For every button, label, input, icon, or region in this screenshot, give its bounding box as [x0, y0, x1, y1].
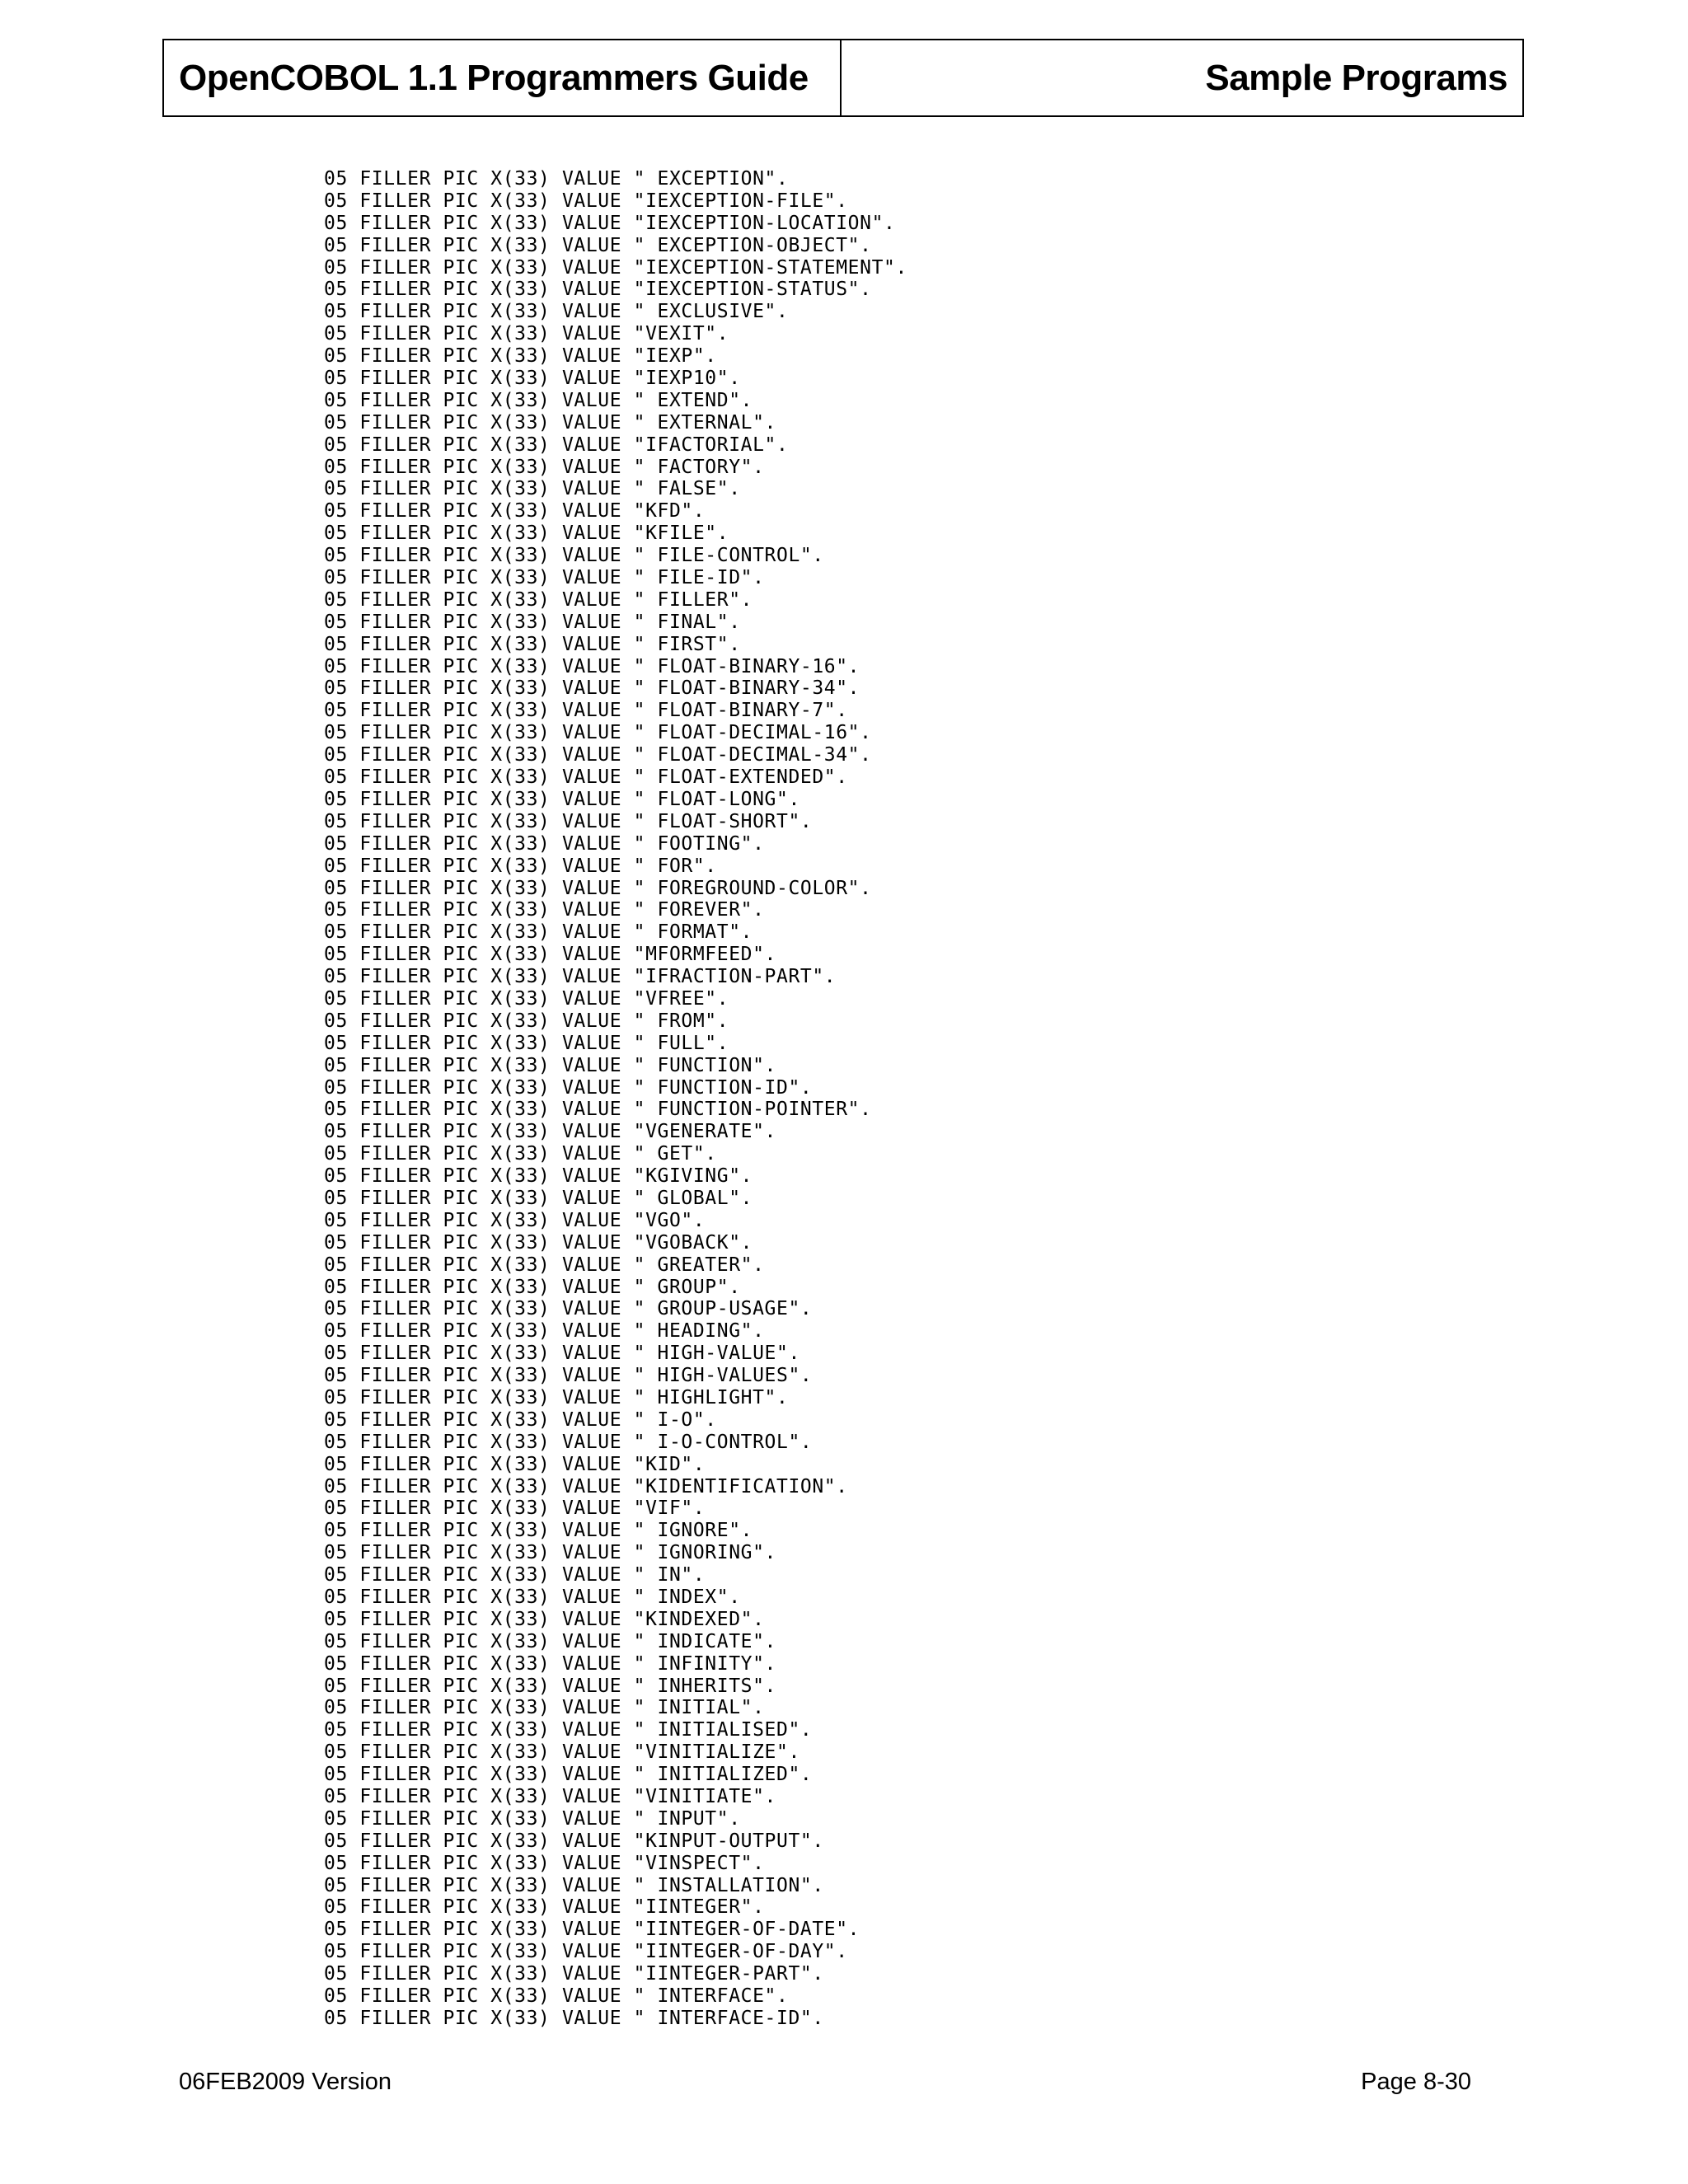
- code-line: 05 FILLER PIC X(33) VALUE "IEXCEPTION-FILE".: [324, 190, 848, 212]
- code-line: 05 FILLER PIC X(33) VALUE " HEADING".: [324, 1320, 765, 1343]
- code-line: 05 FILLER PIC X(33) VALUE " FOR".: [324, 855, 717, 877]
- code-line: 05 FILLER PIC X(33) VALUE " INITIALIZED".: [324, 1764, 813, 1786]
- code-line: 05 FILLER PIC X(33) VALUE " FILE-CONTROL".: [324, 545, 824, 567]
- page-header: [162, 39, 1524, 117]
- code-line: 05 FILLER PIC X(33) VALUE " HIGH-VALUES".: [324, 1365, 813, 1387]
- code-line: 05 FILLER PIC X(33) VALUE "VGO".: [324, 1209, 706, 1231]
- code-line: 05 FILLER PIC X(33) VALUE " FIRST".: [324, 633, 741, 655]
- code-line: 05 FILLER PIC X(33) VALUE " EXTERNAL".: [324, 411, 776, 434]
- code-line: 05 FILLER PIC X(33) VALUE " FLOAT-BINARY-16".: [324, 655, 860, 677]
- code-line: 05 FILLER PIC X(33) VALUE " IGNORE".: [324, 1520, 753, 1542]
- code-line: 05 FILLER PIC X(33) VALUE " FORMAT".: [324, 921, 753, 944]
- footer-version: 06FEB2009 Version: [179, 2069, 392, 2095]
- code-line: 05 FILLER PIC X(33) VALUE " FALSE".: [324, 478, 741, 500]
- code-line: 05 FILLER PIC X(33) VALUE " EXTEND".: [324, 389, 753, 411]
- code-line: 05 FILLER PIC X(33) VALUE " GROUP".: [324, 1276, 741, 1298]
- code-line: 05 FILLER PIC X(33) VALUE "IEXP".: [324, 345, 717, 368]
- code-line: 05 FILLER PIC X(33) VALUE "MFORMFEED".: [324, 944, 776, 966]
- code-listing: [324, 168, 907, 2030]
- code-line: 05 FILLER PIC X(33) VALUE "IINTEGER".: [324, 1896, 765, 1919]
- code-line: 05 FILLER PIC X(33) VALUE " FINAL".: [324, 611, 741, 633]
- code-line: 05 FILLER PIC X(33) VALUE "KINDEXED".: [324, 1608, 765, 1630]
- footer-page-number: Page 8-30: [1361, 2069, 1471, 2095]
- code-line: 05 FILLER PIC X(33) VALUE "IINTEGER-PART".: [324, 1963, 824, 1985]
- code-line: 05 FILLER PIC X(33) VALUE " FLOAT-BINARY-7".: [324, 700, 848, 722]
- document-title: OpenCOBOL 1.1 Programmers Guide: [164, 40, 842, 115]
- code-line: 05 FILLER PIC X(33) VALUE " EXCEPTION".: [324, 168, 789, 190]
- code-line: 05 FILLER PIC X(33) VALUE "IINTEGER-OF-DATE".: [324, 1919, 860, 1941]
- code-line: 05 FILLER PIC X(33) VALUE "VGOBACK".: [324, 1231, 753, 1254]
- code-line: 05 FILLER PIC X(33) VALUE "IEXCEPTION-LOCATION".: [324, 212, 896, 234]
- code-line: 05 FILLER PIC X(33) VALUE " FILLER".: [324, 588, 753, 611]
- code-line: 05 FILLER PIC X(33) VALUE "KIDENTIFICATION".: [324, 1475, 848, 1497]
- code-line: 05 FILLER PIC X(33) VALUE " FLOAT-DECIMAL-34".: [324, 744, 872, 766]
- code-line: 05 FILLER PIC X(33) VALUE "IEXP10".: [324, 368, 741, 390]
- code-line: 05 FILLER PIC X(33) VALUE " HIGHLIGHT".: [324, 1386, 789, 1408]
- code-line: 05 FILLER PIC X(33) VALUE " EXCEPTION-OBJECT".: [324, 234, 872, 256]
- code-line: 05 FILLER PIC X(33) VALUE " INDEX".: [324, 1586, 741, 1608]
- code-line: 05 FILLER PIC X(33) VALUE " FOREGROUND-COLOR".: [324, 877, 872, 899]
- code-line: 05 FILLER PIC X(33) VALUE "KFILE".: [324, 523, 729, 545]
- code-line: 05 FILLER PIC X(33) VALUE "VEXIT".: [324, 323, 729, 345]
- code-line: 05 FILLER PIC X(33) VALUE " FLOAT-LONG".: [324, 788, 800, 810]
- code-line: 05 FILLER PIC X(33) VALUE " GROUP-USAGE".: [324, 1298, 813, 1320]
- code-line: 05 FILLER PIC X(33) VALUE " FULL".: [324, 1032, 729, 1054]
- code-line: 05 FILLER PIC X(33) VALUE "IFACTORIAL".: [324, 434, 789, 456]
- code-line: 05 FILLER PIC X(33) VALUE "IEXCEPTION-STATUS".: [324, 279, 872, 301]
- code-line: 05 FILLER PIC X(33) VALUE "VINITIATE".: [324, 1786, 776, 1808]
- code-line: 05 FILLER PIC X(33) VALUE " EXCLUSIVE".: [324, 301, 789, 323]
- code-line: 05 FILLER PIC X(33) VALUE "KID".: [324, 1453, 706, 1475]
- code-line: 05 FILLER PIC X(33) VALUE "VGENERATE".: [324, 1121, 776, 1143]
- code-line: 05 FILLER PIC X(33) VALUE "VINITIALIZE".: [324, 1741, 800, 1764]
- code-line: 05 FILLER PIC X(33) VALUE " FUNCTION-POINTER".: [324, 1099, 872, 1121]
- section-title: Sample Programs: [1205, 57, 1507, 98]
- code-line: 05 FILLER PIC X(33) VALUE " INITIALISED".: [324, 1719, 813, 1741]
- code-line: 05 FILLER PIC X(33) VALUE " FILE-ID".: [324, 567, 765, 589]
- code-line: 05 FILLER PIC X(33) VALUE " FLOAT-SHORT".: [324, 810, 813, 832]
- code-line: 05 FILLER PIC X(33) VALUE "VIF".: [324, 1497, 706, 1520]
- code-line: 05 FILLER PIC X(33) VALUE " IN".: [324, 1564, 706, 1586]
- code-line: 05 FILLER PIC X(33) VALUE " INFINITY".: [324, 1652, 776, 1675]
- code-line: 05 FILLER PIC X(33) VALUE " IGNORING".: [324, 1542, 776, 1564]
- code-line: 05 FILLER PIC X(33) VALUE " INHERITS".: [324, 1675, 776, 1697]
- code-line: 05 FILLER PIC X(33) VALUE "IINTEGER-OF-DAY".: [324, 1941, 848, 1963]
- code-line: 05 FILLER PIC X(33) VALUE " FUNCTION".: [324, 1054, 776, 1076]
- code-line: 05 FILLER PIC X(33) VALUE " I-O".: [324, 1408, 717, 1431]
- code-line: 05 FILLER PIC X(33) VALUE " FUNCTION-ID".: [324, 1076, 813, 1099]
- code-line: 05 FILLER PIC X(33) VALUE " FOOTING".: [324, 832, 765, 855]
- code-line: 05 FILLER PIC X(33) VALUE "KGIVING".: [324, 1165, 753, 1188]
- code-line: 05 FILLER PIC X(33) VALUE " GET".: [324, 1143, 717, 1165]
- code-line: 05 FILLER PIC X(33) VALUE "VFREE".: [324, 987, 729, 1010]
- code-line: 05 FILLER PIC X(33) VALUE " INITIAL".: [324, 1697, 765, 1719]
- code-line: 05 FILLER PIC X(33) VALUE " FLOAT-DECIMAL-16".: [324, 722, 872, 744]
- code-line: 05 FILLER PIC X(33) VALUE " FACTORY".: [324, 456, 765, 478]
- code-line: 05 FILLER PIC X(33) VALUE "KFD".: [324, 500, 706, 523]
- code-line: 05 FILLER PIC X(33) VALUE " FROM".: [324, 1010, 729, 1032]
- code-line: 05 FILLER PIC X(33) VALUE "KINPUT-OUTPUT".: [324, 1830, 824, 1852]
- code-line: 05 FILLER PIC X(33) VALUE " GLOBAL".: [324, 1187, 753, 1209]
- code-line: 05 FILLER PIC X(33) VALUE " INPUT".: [324, 1807, 741, 1830]
- code-line: 05 FILLER PIC X(33) VALUE " FLOAT-EXTENDED".: [324, 766, 848, 789]
- code-line: 05 FILLER PIC X(33) VALUE " INTERFACE-ID".: [324, 2007, 824, 2029]
- code-line: 05 FILLER PIC X(33) VALUE " I-O-CONTROL".: [324, 1431, 813, 1453]
- code-line: 05 FILLER PIC X(33) VALUE " FLOAT-BINARY-34".: [324, 677, 860, 700]
- code-line: 05 FILLER PIC X(33) VALUE " INTERFACE".: [324, 1985, 789, 2008]
- code-line: 05 FILLER PIC X(33) VALUE " FOREVER".: [324, 899, 765, 921]
- code-line: 05 FILLER PIC X(33) VALUE "IEXCEPTION-STATEMENT".: [324, 256, 907, 279]
- code-line: 05 FILLER PIC X(33) VALUE "VINSPECT".: [324, 1852, 765, 1874]
- code-line: 05 FILLER PIC X(33) VALUE " HIGH-VALUE".: [324, 1343, 800, 1365]
- code-line: 05 FILLER PIC X(33) VALUE " GREATER".: [324, 1254, 765, 1276]
- code-line: 05 FILLER PIC X(33) VALUE " INSTALLATION".: [324, 1874, 824, 1896]
- code-line: 05 FILLER PIC X(33) VALUE " INDICATE".: [324, 1630, 776, 1652]
- code-line: 05 FILLER PIC X(33) VALUE "IFRACTION-PART".: [324, 966, 837, 988]
